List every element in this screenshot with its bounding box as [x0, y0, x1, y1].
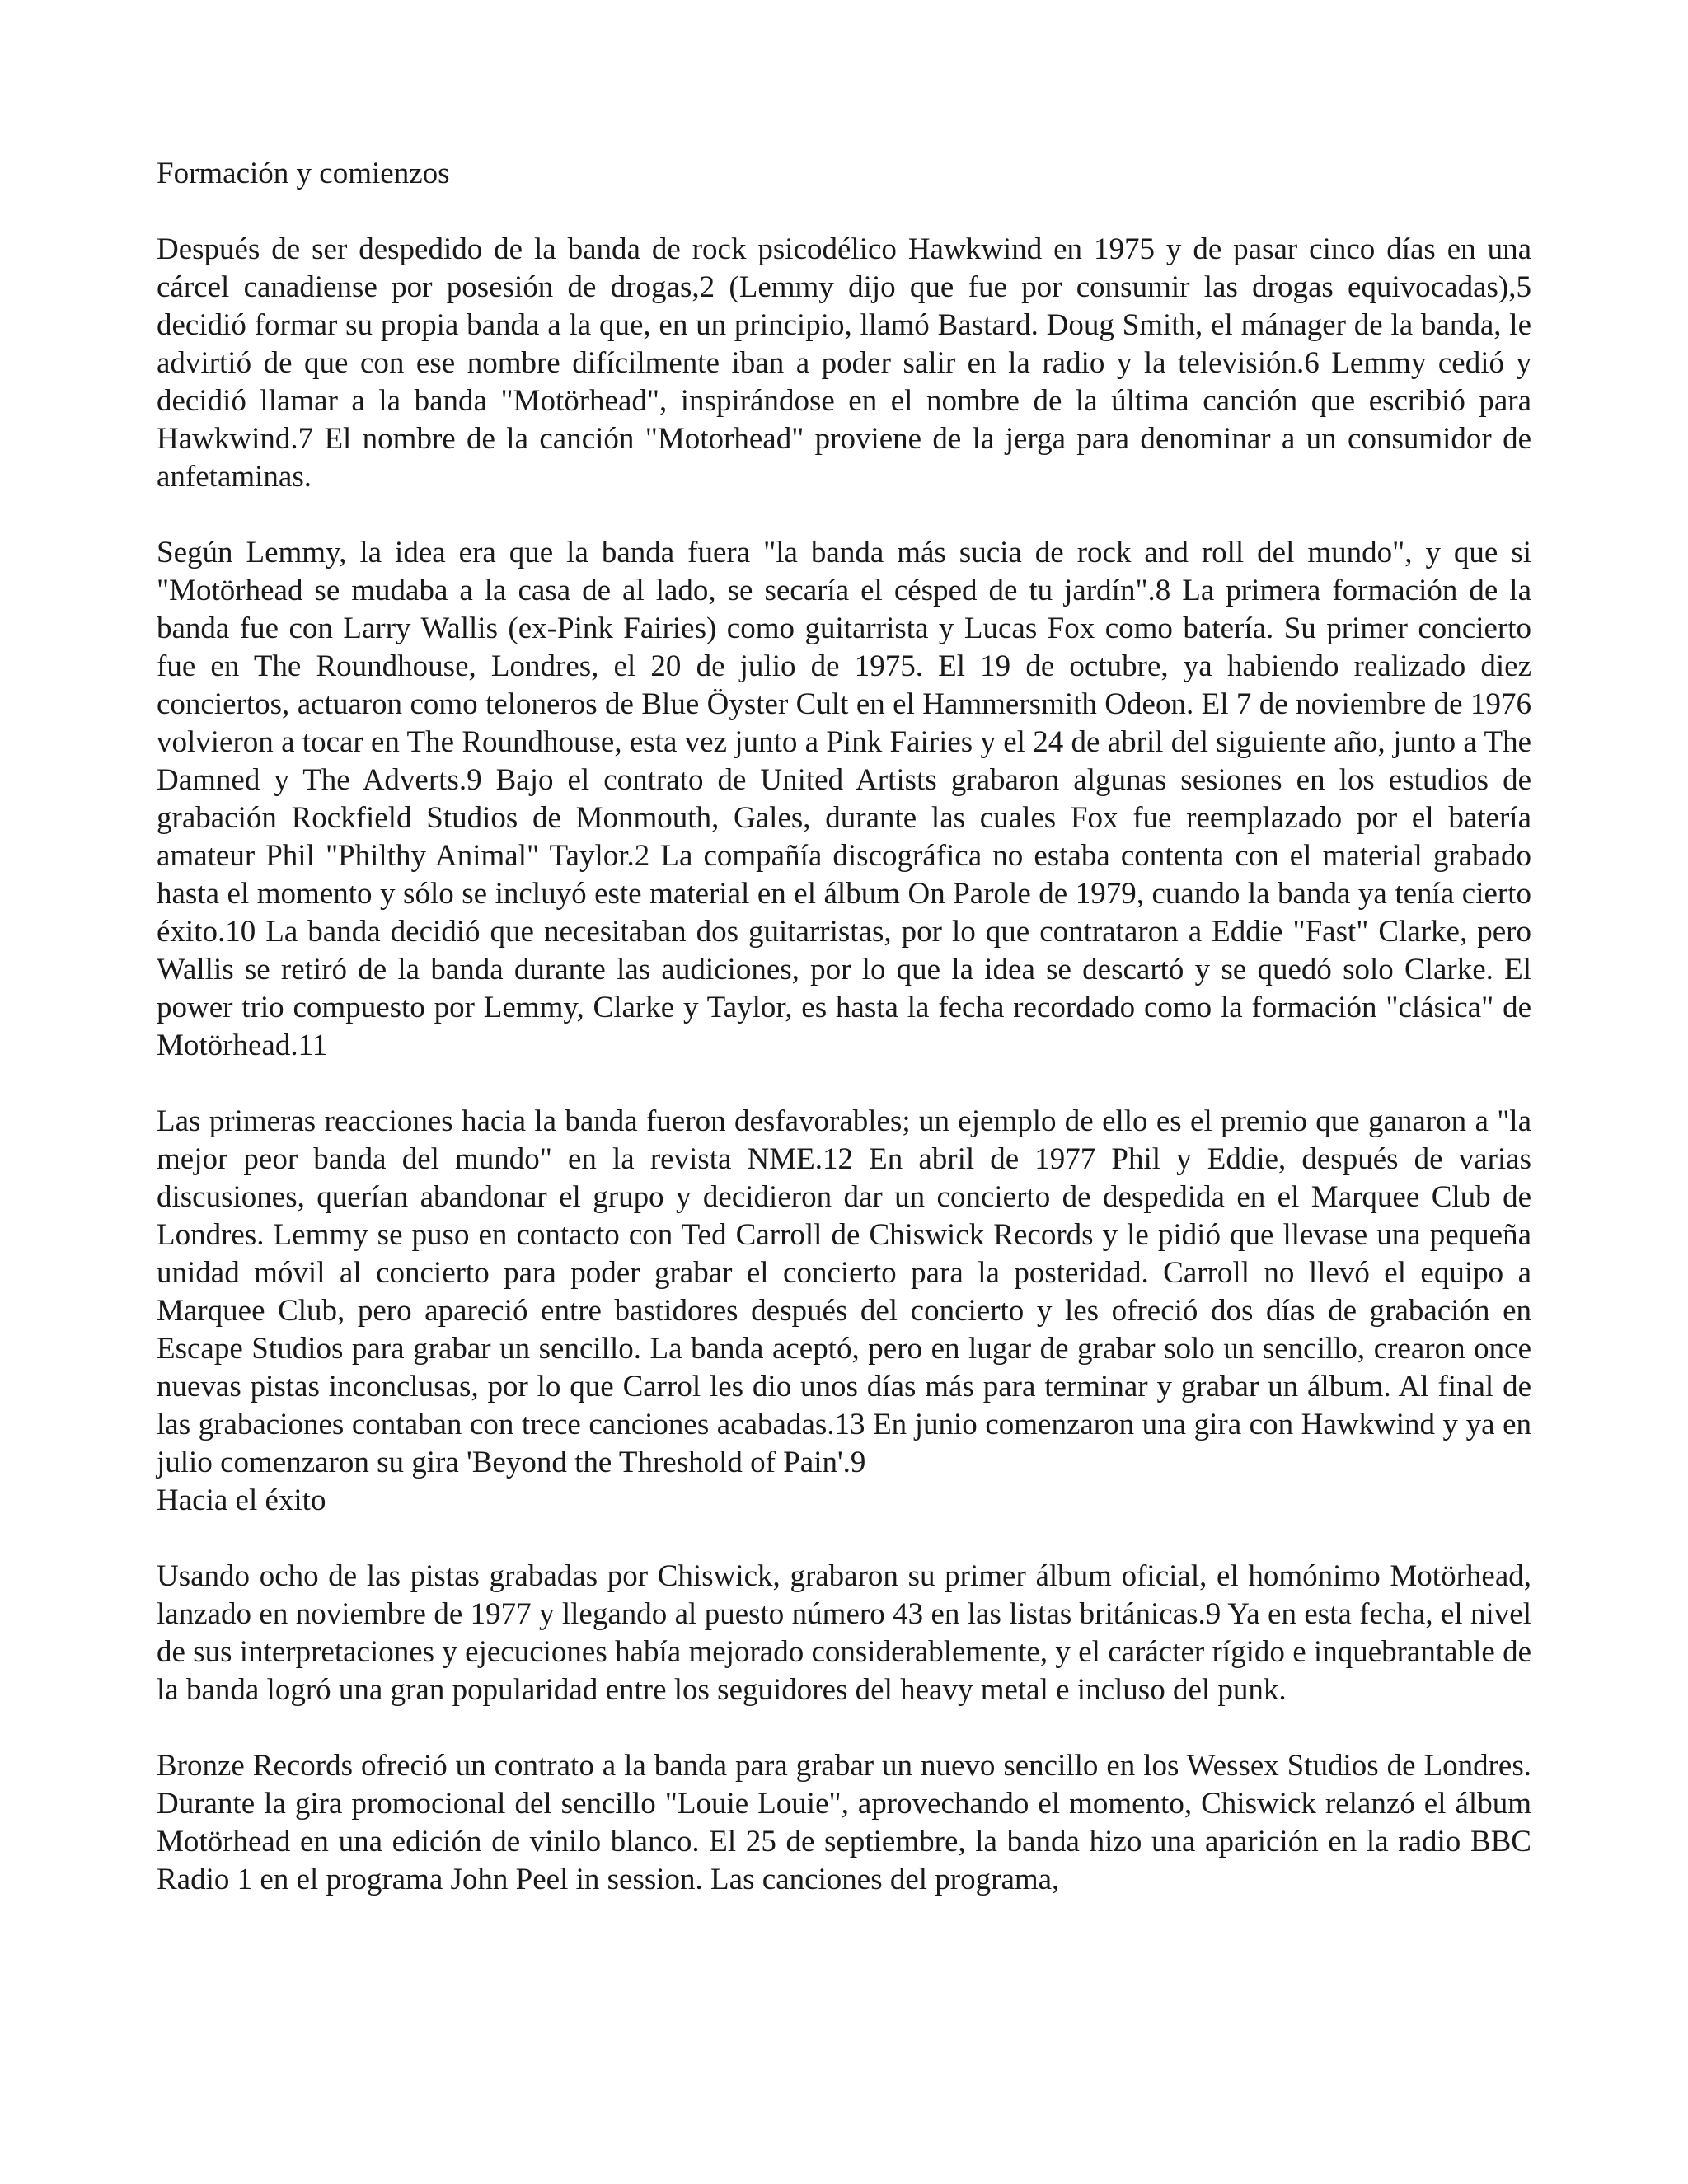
paragraph-primer-album: Usando ocho de las pistas grabadas por Chiswick, grabaron su primer álbum oficial, el homónimo Motörhead, lanzado en noviembre de 1977 y llegando al puesto número 43 en las listas británicas.9 Ya en esta fecha, el nivel de sus interpretaciones y ejecuciones había mejorado considerablemente, y el carácter rígido e inquebrantable de la banda logró una gran popularidad entre los seguidores del heavy metal e incluso del punk.: [157, 1559, 1531, 1707]
paragraph-spacer: [157, 1520, 1531, 1558]
paragraph-banda-mas-sucia: Según Lemmy, la idea era que la banda fuera "la banda más sucia de rock and roll del mundo", y que si "Motörhead se mudaba a la casa de al lado, se secaría el césped de tu jardín".8 La primera formación de la banda fue con Larry Wallis (ex-Pink Fairies) como guitarrista y Lucas Fox como batería. Su primer concierto fue en The Roundhouse, Londres, el 20 de julio de 1975. El 19 de octubre, ya habiendo realizado diez conciertos, actuaron como teloneros de Blue Öyster Cult en el Hammersmith Odeon. El 7 de noviembre de 1976 volvieron a tocar en The Roundhouse, esta vez junto a Pink Fairies y el 24 de abril del siguiente año, junto a The Damned y The Adverts.9 Bajo el contrato de United Artists grabaron algunas sesiones en los estudios de grabación Rockfield Studios de Monmouth, Gales, durante las cuales Fox fue reemplazado por el batería amateur Phil "Philthy Animal" Taylor.2 La compañía discográfica no estaba contenta con el material grabado hasta el momento y sólo se incluyó este material en el álbum On Parole de 1979, cuando la banda ya tenía cierto éxito.10 La banda decidió que necesitaban dos guitarristas, por lo que contrataron a Eddie "Fast" Clarke, pero Wallis se retiró de la banda durante las audiciones, por lo que la idea se descartó y se quedó solo Clarke. El power trio compuesto por Lemmy, Clarke y Taylor, es hasta la fecha recordado como la formación "clásica" de Motörhead.11: [157, 536, 1531, 1062]
paragraph-spacer: [157, 496, 1531, 534]
paragraph-spacer: [157, 1709, 1531, 1747]
section-heading-formacion: Formación y comienzos: [157, 157, 450, 190]
document-body: [157, 155, 1531, 1899]
section-heading-hacia-el-exito: Hacia el éxito: [157, 1483, 326, 1517]
paragraph-primeras-reacciones: Las primeras reacciones hacia la banda fueron desfavorables; un ejemplo de ello es el premio que ganaron a "la mejor peor banda del mundo" en la revista NME.12 En abril de 1977 Phil y Eddie, después de varias discusiones, querían abandonar el grupo y decidieron dar un concierto de despedida en el Marquee Club de Londres. Lemmy se puso en contacto con Ted Carroll de Chiswick Records y le pidió que llevase una pequeña unidad móvil al concierto para poder grabar el concierto para la posteridad. Carroll no llevó el equipo a Marquee Club, pero apareció entre bastidores después del concierto y les ofreció dos días de grabación en Escape Studios para grabar un sencillo. La banda aceptó, pero en lugar de grabar solo un sencillo, crearon once nuevas pistas inconclusas, por lo que Carrol les dio unos días más para terminar y grabar un álbum. Al final de las grabaciones contaban con trece canciones acabadas.13 En junio comenzaron una gira con Hawkwind y ya en julio comenzaron su gira 'Beyond the Threshold of Pain'.9: [157, 1104, 1531, 1479]
paragraph-spacer: [157, 193, 1531, 231]
paragraph-despedido-hawkwind: Después de ser despedido de la banda de rock psicodélico Hawkwind en 1975 y de pasar cinco días en una cárcel canadiense por posesión de drogas,2 (Lemmy dijo que fue por consumir las drogas equivocadas),5 decidió formar su propia banda a la que, en un principio, llamó Bastard. Doug Smith, el mánager de la banda, le advirtió de que con ese nombre difícilmente iban a poder salir en la radio y la televisión.6 Lemmy cedió y decidió llamar a la banda "Motörhead", inspirándose en el nombre de la última canción que escribió para Hawkwind.7 El nombre de la canción "Motorhead" proviene de la jerga para denominar a un consumidor de anfetaminas.: [157, 232, 1531, 494]
paragraph-spacer: [157, 1065, 1531, 1103]
paragraph-bronze-records: Bronze Records ofreció un contrato a la banda para grabar un nuevo sencillo en los Wessex Studios de Londres. Durante la gira promocional del sencillo "Louie Louie", aprovechando el momento, Chiswick relanzó el álbum Motörhead en una edición de vinilo blanco. El 25 de septiembre, la banda hizo una aparición en la radio BBC Radio 1 en el programa John Peel in session. Las canciones del programa,: [157, 1749, 1531, 1896]
